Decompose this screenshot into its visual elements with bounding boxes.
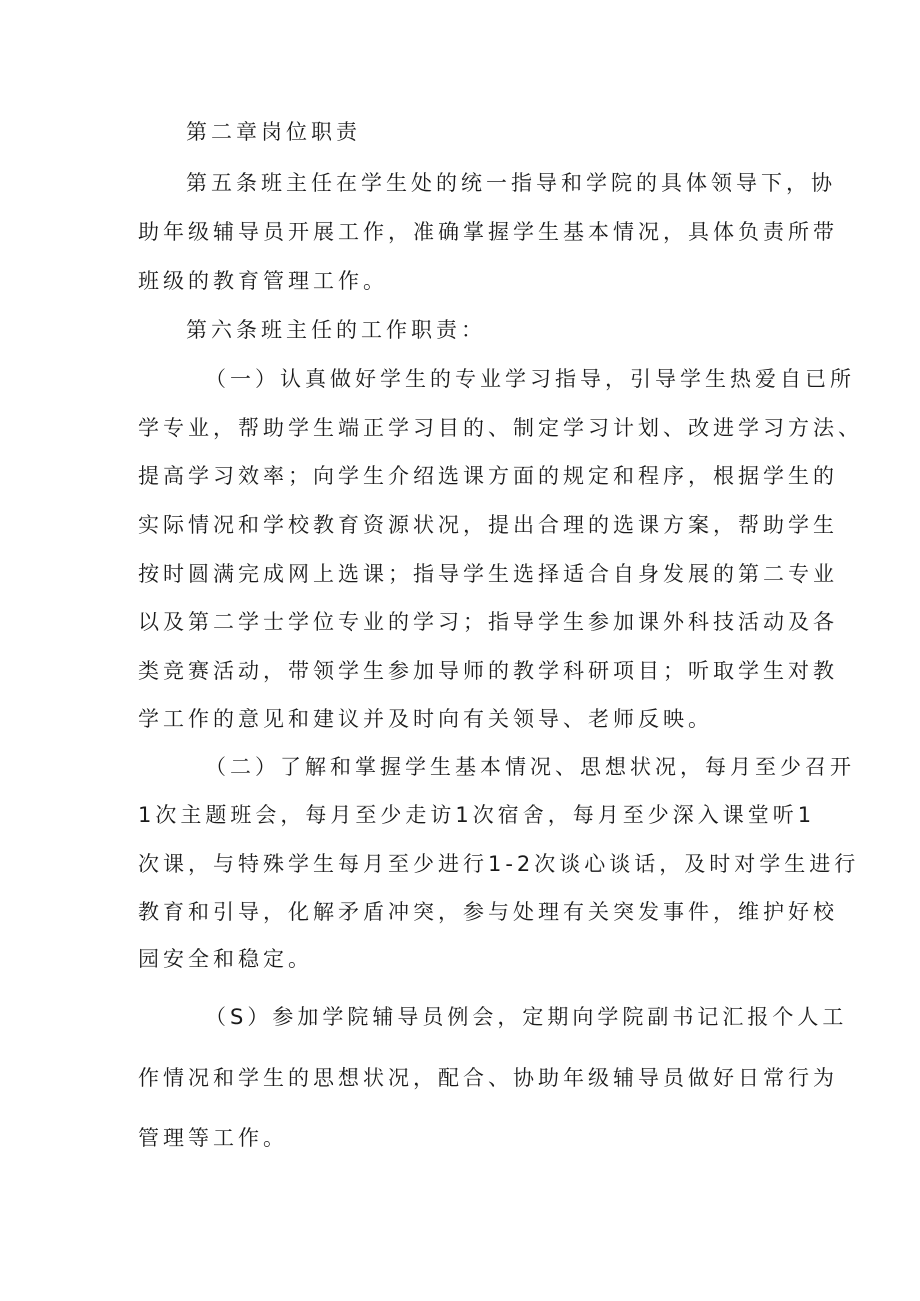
item1-line-7: 类竞赛活动，带领学生参加导师的教学科研项目；听取学生对教 (138, 659, 838, 683)
article6-heading: 第六条班主任的工作职责： (186, 318, 486, 342)
item2-line-5: 园安全和稳定。 (138, 947, 313, 971)
item1-line-8: 学工作的意见和建议并及时向有关领导、老师反映。 (138, 707, 713, 731)
item3-line-3: 管理等工作。 (138, 1126, 288, 1150)
item2-line-1: （二）了解和掌握学生基本情况、思想状况，每月至少召开 (205, 755, 855, 779)
item1-line-3: 提高学习效率；向学生介绍选课方面的规定和程序，根据学生的 (138, 464, 838, 488)
item2-line-2: 1次主题班会，每月至少走访1次宿舍，每月至少深入课堂听1 (138, 803, 816, 827)
chapter-heading: 第二章岗位职责 (186, 120, 361, 144)
article5-line-2: 助年级辅导员开展工作，准确掌握学生基本情况，具体负责所带 (138, 220, 838, 244)
item1-line-6: 以及第二学士学位专业的学习；指导学生参加课外科技活动及各 (138, 610, 838, 634)
item2-line-3: 次课，与特殊学生每月至少进行1-2次谈心谈话，及时对学生进行 (138, 852, 860, 876)
item3-line-2: 作情况和学生的思想状况，配合、协助年级辅导员做好日常行为 (138, 1066, 838, 1090)
item1-line-4: 实际情况和学校教育资源状况，提出合理的选课方案，帮助学生 (138, 513, 838, 537)
item1-line-1: （一）认真做好学生的专业学习指导，引导学生热爱自已所 (205, 367, 855, 391)
item1-line-5: 按时圆满完成网上选课；指导学生选择适合自身发展的第二专业 (138, 562, 838, 586)
article5-line-3: 班级的教育管理工作。 (138, 269, 388, 293)
item2-line-4: 教育和引导，化解矛盾冲突，参与处理有关突发事件，维护好校 (138, 900, 838, 924)
item1-line-2: 学专业，帮助学生端正学习目的、制定学习计划、改进学习方法、 (138, 416, 863, 440)
article5-line-1: 第五条班主任在学生处的统一指导和学院的具体领导下，协 (186, 171, 836, 195)
item3-line-1: （S）参加学院辅导员例会，定期向学院副书记汇报个人工 (205, 1005, 848, 1029)
